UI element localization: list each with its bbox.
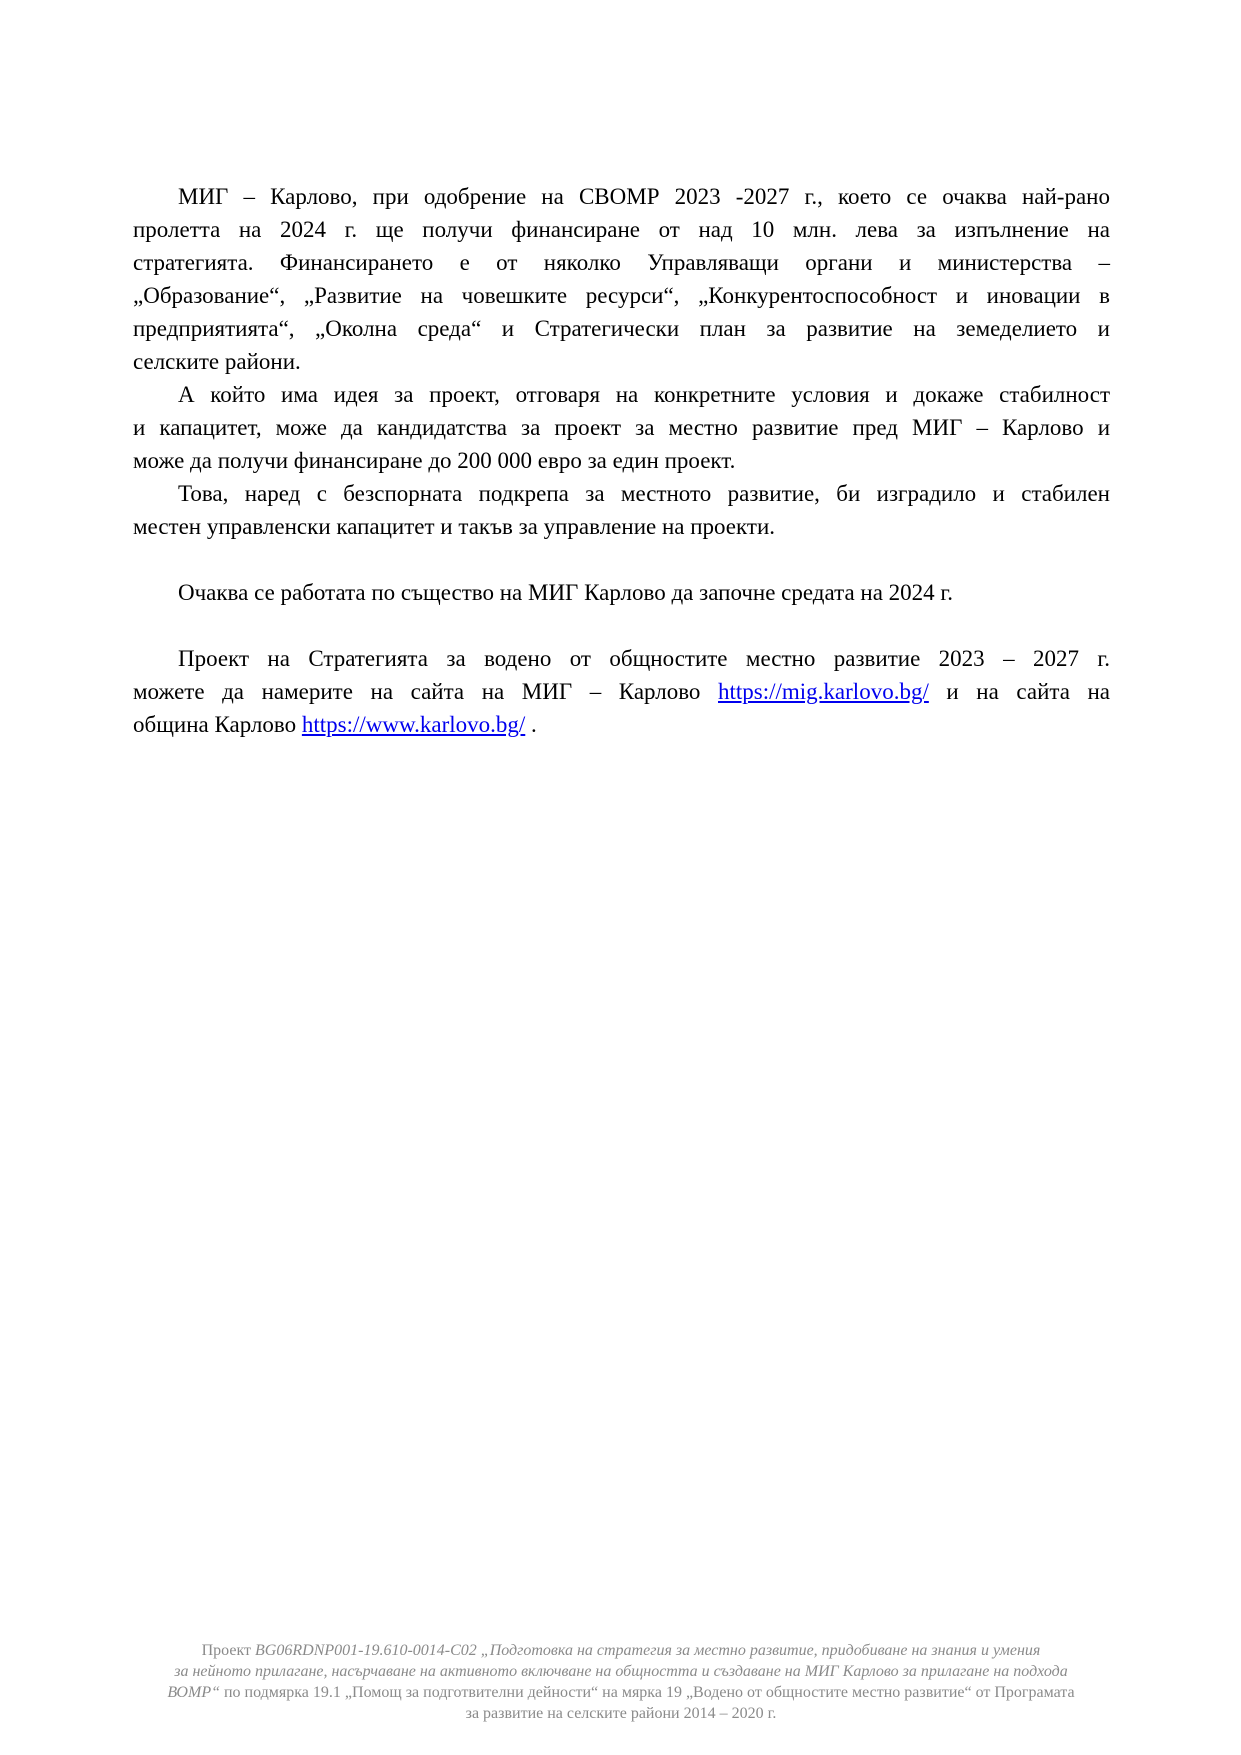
text-segment: и на сайта на bbox=[928, 679, 1111, 704]
text-line bbox=[133, 312, 1110, 345]
text-line bbox=[133, 213, 1110, 246]
text-segment: можете да намерите на сайта на МИГ – Карлово bbox=[133, 679, 718, 704]
link-mig-karlovo[interactable]: https://mig.karlovo.bg/ bbox=[718, 679, 929, 704]
text-segment: предприятията“, „Околна среда“ и Стратегически план за развитие на земеделието и bbox=[133, 316, 1110, 341]
text-segment: селските райони. bbox=[133, 349, 301, 374]
paragraph-strategy-links bbox=[133, 642, 1110, 741]
text-segment: BG06RDNP001-19.610-0014-C02 „Подготовка на стратегия за местно развитие, придобиване на знания и умения bbox=[255, 1642, 1041, 1659]
text-line bbox=[133, 444, 1110, 477]
text-segment: по подмярка 19.1 „Помощ за подготвителни дейности“ на мярка 19 „Водено от общностите местно развитие“ от Програмата bbox=[219, 1684, 1075, 1701]
text-line bbox=[133, 246, 1110, 279]
link-karlovo-municipality[interactable]: https://www.karlovo.bg/ bbox=[301, 712, 526, 737]
paragraph-application-conditions bbox=[133, 378, 1110, 477]
text-line bbox=[133, 642, 1110, 675]
paragraph-funding-overview bbox=[133, 180, 1110, 378]
text-segment: МИГ – Карлово, при одобрение на СВОМР 2023 -2027 г., което се очаква най-рано bbox=[178, 184, 1110, 209]
text-segment: местен управленски капацитет и такъв за управление на проекти. bbox=[133, 514, 776, 539]
text-segment: за нейното прилагане, насърчаване на активното включване на общността и създаване на МИГ Карлово за прилагане на подхода bbox=[174, 1663, 1068, 1680]
text-segment: Очаква се работата по същество на МИГ Карлово да започне средата на 2024 г. bbox=[178, 580, 954, 605]
text-line bbox=[133, 345, 1110, 378]
text-segment: . bbox=[525, 712, 537, 737]
text-segment: може да получи финансиране до 200 000 евро за един проект. bbox=[133, 448, 736, 473]
text-line bbox=[133, 411, 1110, 444]
text-segment: „Образование“, „Развитие на човешките ресурси“, „Конкурентоспособност и иновации в bbox=[133, 283, 1110, 308]
text-line bbox=[133, 180, 1110, 213]
text-segment: пролетта на 2024 г. ще получи финансиране от над 10 млн. лева за изпълнение на bbox=[133, 217, 1110, 242]
footer-line bbox=[132, 1640, 1110, 1661]
text-line bbox=[133, 510, 1110, 543]
page-footer bbox=[132, 1640, 1110, 1724]
text-segment: Проект на Стратегията за водено от общностите местно развитие 2023 – 2027 г. bbox=[178, 646, 1110, 671]
text-segment: А който има идея за проект, отговаря на конкретните условия и докаже стабилност bbox=[178, 382, 1110, 407]
text-segment: и капацитет, може да кандидатства за проект за местно развитие пред МИГ – Карлово и bbox=[133, 415, 1110, 440]
text-segment: ВОМР“ bbox=[167, 1684, 220, 1701]
text-line bbox=[133, 708, 1110, 741]
footer-line bbox=[132, 1703, 1110, 1724]
text-segment: община Карлово bbox=[133, 712, 302, 737]
footer-line bbox=[132, 1682, 1110, 1703]
text-line bbox=[133, 279, 1110, 312]
document-body bbox=[133, 180, 1110, 741]
text-line bbox=[133, 576, 1110, 609]
paragraph-capacity-building bbox=[133, 477, 1110, 543]
footer-line bbox=[132, 1661, 1110, 1682]
text-line bbox=[133, 675, 1110, 708]
text-segment: за развитие на селските райони 2014 – 2020 г. bbox=[465, 1705, 777, 1722]
text-line bbox=[133, 378, 1110, 411]
paragraph-work-start bbox=[133, 576, 1110, 609]
text-segment: Проект bbox=[201, 1642, 256, 1659]
text-segment: стратегията. Финансирането е от няколко Управляващи органи и министерства – bbox=[133, 250, 1110, 275]
text-segment: Това, наред с безспорната подкрепа за местното развитие, би изградило и стабилен bbox=[178, 481, 1110, 506]
text-line bbox=[133, 477, 1110, 510]
